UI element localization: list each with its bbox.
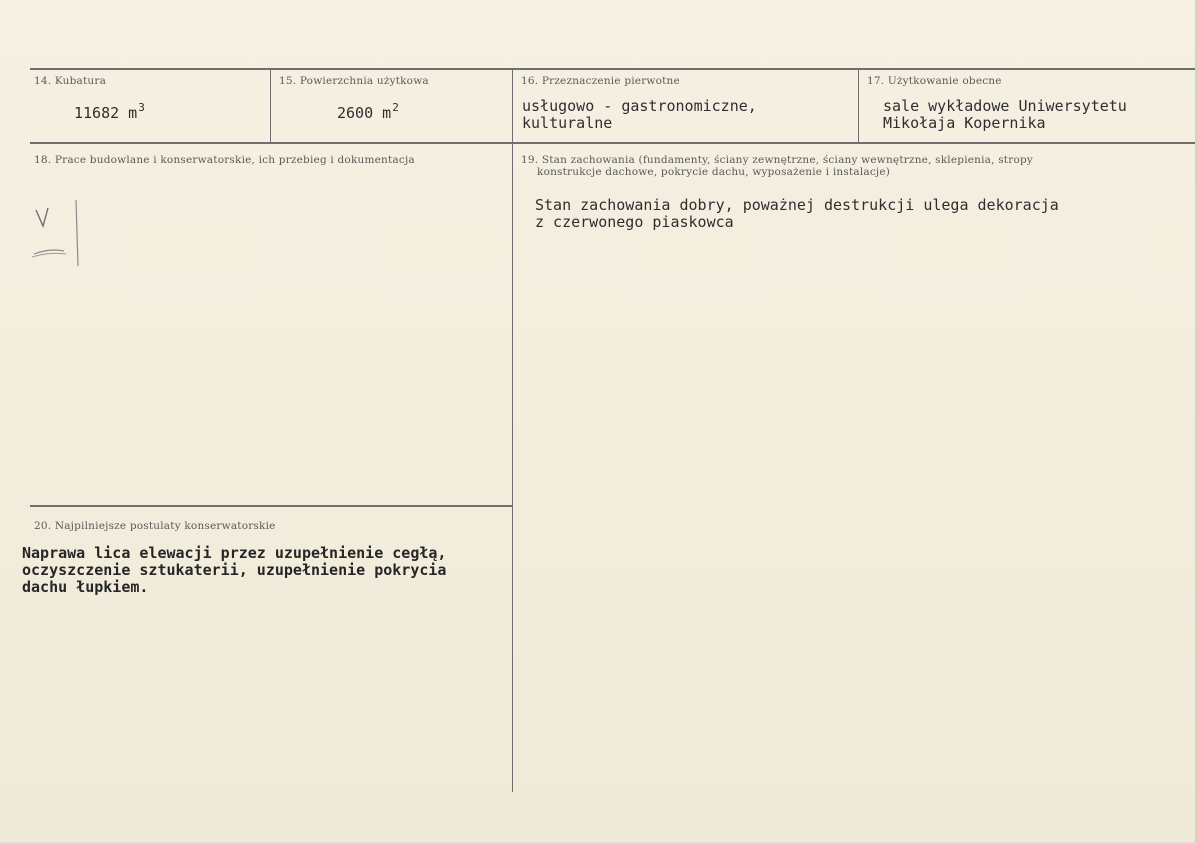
stan-line-1: Stan zachowania dobry, poważnej destrukcji ulega dekoracja (535, 196, 1059, 214)
uzytkowanie-line-1: sale wykładowe Uniwersytetu (883, 97, 1127, 115)
pencil-check-mark (28, 196, 88, 276)
postulaty-label: 20. Najpilniejsze postulaty konserwatorskie (34, 520, 276, 532)
powierzchnia-exponent: 2 (392, 101, 399, 114)
main-column-divider (512, 144, 513, 792)
divider-16-17 (858, 70, 859, 142)
przeznaczenie-line-2: kulturalne (522, 114, 613, 132)
powierzchnia-label: 15. Powierzchnia użytkowa (279, 75, 429, 87)
stan-label-line-2: konstrukcje dachowe, pokrycie dachu, wyposażenie i instalacje) (537, 166, 891, 178)
divider-14-15 (270, 70, 271, 142)
postulaty-line-1: Naprawa lica elewacji przez uzupełnienie cegłą, (22, 544, 447, 562)
stan-label-line-1: 19. Stan zachowania (fundamenty, ściany zewnętrzne, ściany wewnętrzne, sklepienia, stropy (521, 154, 1034, 166)
kubatura-value (74, 99, 145, 122)
postulaty-line-2: oczyszczenie sztukaterii, uzupełnienie pokrycia (22, 561, 447, 579)
uzytkowanie-label: 17. Użytkowanie obecne (867, 75, 1002, 87)
postulaty-line-3: dachu łupkiem. (22, 578, 149, 596)
powierzchnia-number: 2600 m (337, 104, 392, 122)
divider-15-16 (512, 70, 513, 142)
przeznaczenie-line-1: usługowo - gastronomiczne, (522, 97, 757, 115)
top-rule (30, 68, 1195, 70)
section-18-20-rule (30, 505, 512, 507)
kubatura-exponent: 3 (138, 101, 145, 114)
kubatura-number: 11682 m (74, 104, 138, 122)
uzytkowanie-line-2: Mikołaja Kopernika (883, 114, 1046, 132)
fields-row-rule (30, 142, 1195, 144)
stan-line-2: z czerwonego piaskowca (535, 213, 734, 231)
prace-label: 18. Prace budowlane i konserwatorskie, ich przebieg i dokumentacja (34, 154, 415, 166)
przeznaczenie-label: 16. Przeznaczenie pierwotne (521, 75, 680, 87)
kubatura-label: 14. Kubatura (34, 75, 107, 87)
powierzchnia-value (337, 99, 399, 122)
